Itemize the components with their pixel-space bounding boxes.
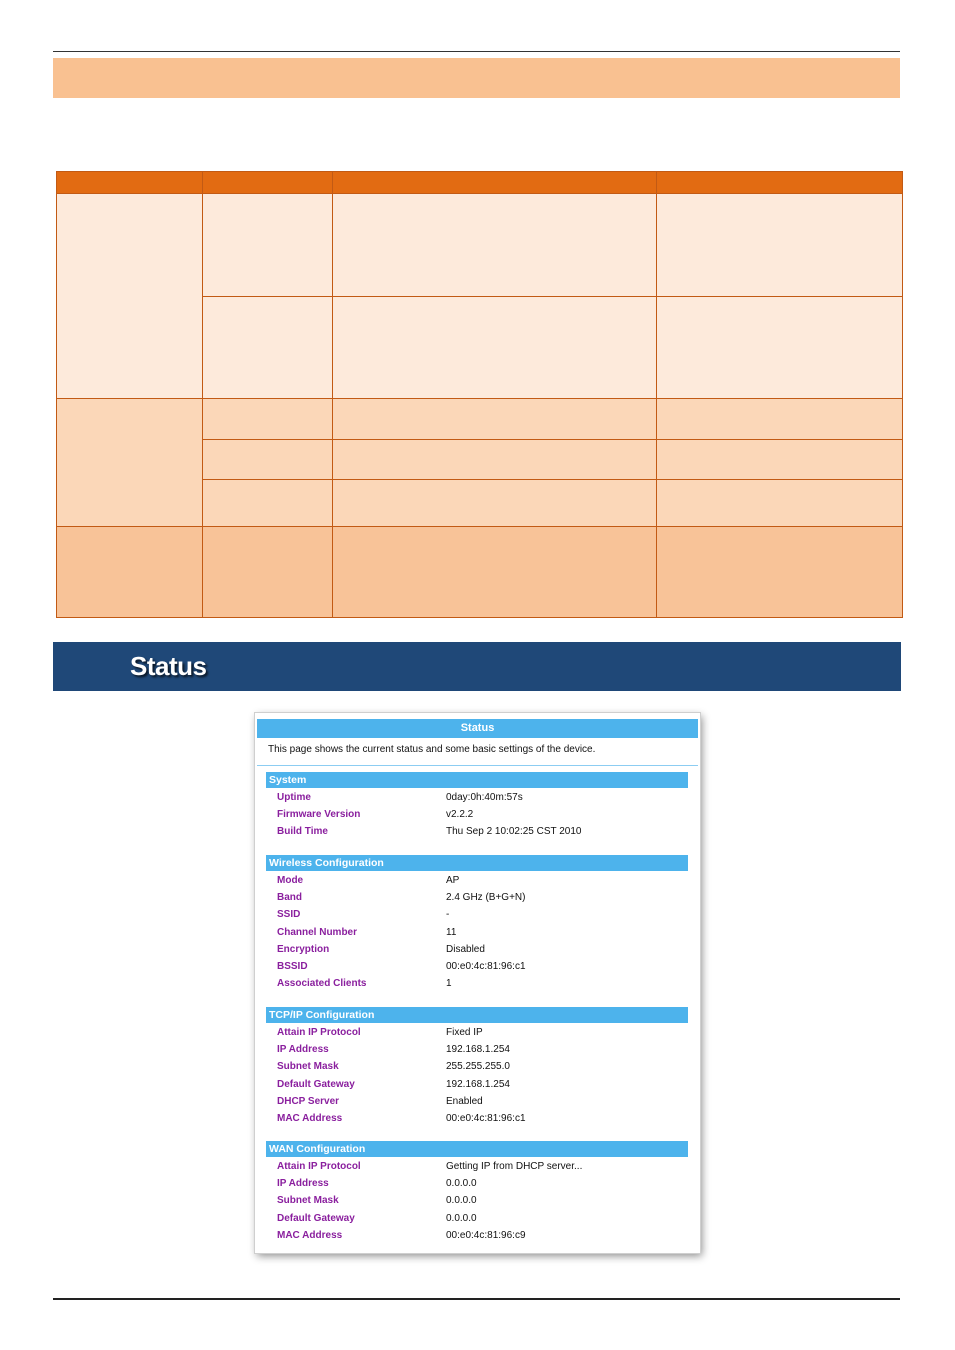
status-row-label: Subnet Mask [277,1061,339,1073]
status-row-label: Attain IP Protocol [277,1161,361,1172]
table-cell [332,296,657,399]
status-row-value: 11 [446,926,457,938]
status-row-label: Attain IP Protocol [277,1027,361,1038]
table-header-cell [332,171,657,194]
status-row-value: 192.168.1.254 [446,1078,510,1090]
table-cell [332,526,657,618]
table-cell [656,296,903,399]
status-row-label: Build Time [277,826,328,838]
status-row-value: 0day:0h:40m:57s [446,792,523,803]
section-header: WAN Configuration [266,1141,688,1157]
status-row-label: MAC Address [277,1229,343,1241]
status-row-label: Band [277,892,302,904]
section-header: Wireless Configuration [266,855,688,871]
table-cell [332,193,657,297]
status-row-label: Associated Clients [277,978,367,990]
status-row-label: MAC Address [277,1113,343,1124]
section-banner [53,58,900,98]
status-section-banner [53,642,901,691]
status-row-value: 00:e0:4c:81:96:c1 [446,1113,526,1124]
table-cell [656,193,903,297]
panel-title: Status [257,719,698,738]
table-cell [202,193,333,297]
section-header: System [266,772,688,788]
status-row-label: Subnet Mask [277,1195,339,1207]
table-cell [202,479,333,527]
spec-table [56,171,903,618]
table-cell [202,296,333,399]
table-cell [202,398,333,440]
table-cell [656,439,903,480]
status-row-label: BSSID [277,961,308,972]
table-cell [656,479,903,527]
status-row-value: v2.2.2 [446,809,474,821]
status-row-label: Uptime [277,792,311,803]
table-cell [656,526,903,618]
status-row-label: Channel Number [277,926,358,938]
status-row-value: 1 [446,978,452,990]
panel-description: This page shows the current status and some basic settings of the device. [268,744,596,755]
table-header-cell [56,171,203,194]
table-cell [332,439,657,480]
status-row-label: Mode [277,875,304,886]
table-cell [56,398,203,527]
status-row-value: AP [446,875,460,886]
header-rule [53,51,900,52]
status-row-value: 0.0.0.0 [446,1178,477,1190]
status-row-label: Default Gateway [277,1078,355,1090]
table-header-cell [656,171,903,194]
panel-divider [257,765,698,766]
status-row-value: 192.168.1.254 [446,1044,510,1056]
status-row-value: 00:e0:4c:81:96:c1 [446,961,526,972]
status-row-value: Getting IP from DHCP server... [446,1161,583,1172]
status-row-value: 00:e0:4c:81:96:c9 [446,1229,526,1241]
table-cell [332,398,657,440]
status-row-value: Enabled [446,1095,483,1107]
status-row-value: Thu Sep 2 10:02:25 CST 2010 [446,826,582,838]
section-title: Status [130,651,207,681]
status-row-label: DHCP Server [277,1095,340,1107]
status-row-label: IP Address [277,1178,329,1190]
status-row-value: 2.4 GHz (B+G+N) [446,892,526,904]
status-row-value: Fixed IP [446,1027,483,1038]
table-cell [56,193,203,399]
table-cell [202,439,333,480]
footer-rule [53,1298,900,1300]
table-cell [202,526,333,618]
table-cell [332,479,657,527]
status-row-value: 0.0.0.0 [446,1195,477,1207]
status-row-label: IP Address [277,1044,329,1056]
status-row-label: Firmware Version [277,809,361,821]
section-header: TCP/IP Configuration [266,1007,688,1023]
status-screenshot [255,713,700,1253]
status-row-label: Default Gateway [277,1212,355,1224]
status-row-value: 0.0.0.0 [446,1212,477,1224]
status-row-value: Disabled [446,943,485,955]
status-row-label: SSID [277,909,301,921]
status-row-value: 255.255.255.0 [446,1061,510,1073]
table-cell [656,398,903,440]
table-cell [56,526,203,618]
status-row-value: - [446,909,450,921]
table-header-cell [202,171,333,194]
status-row-label: Encryption [277,943,330,955]
